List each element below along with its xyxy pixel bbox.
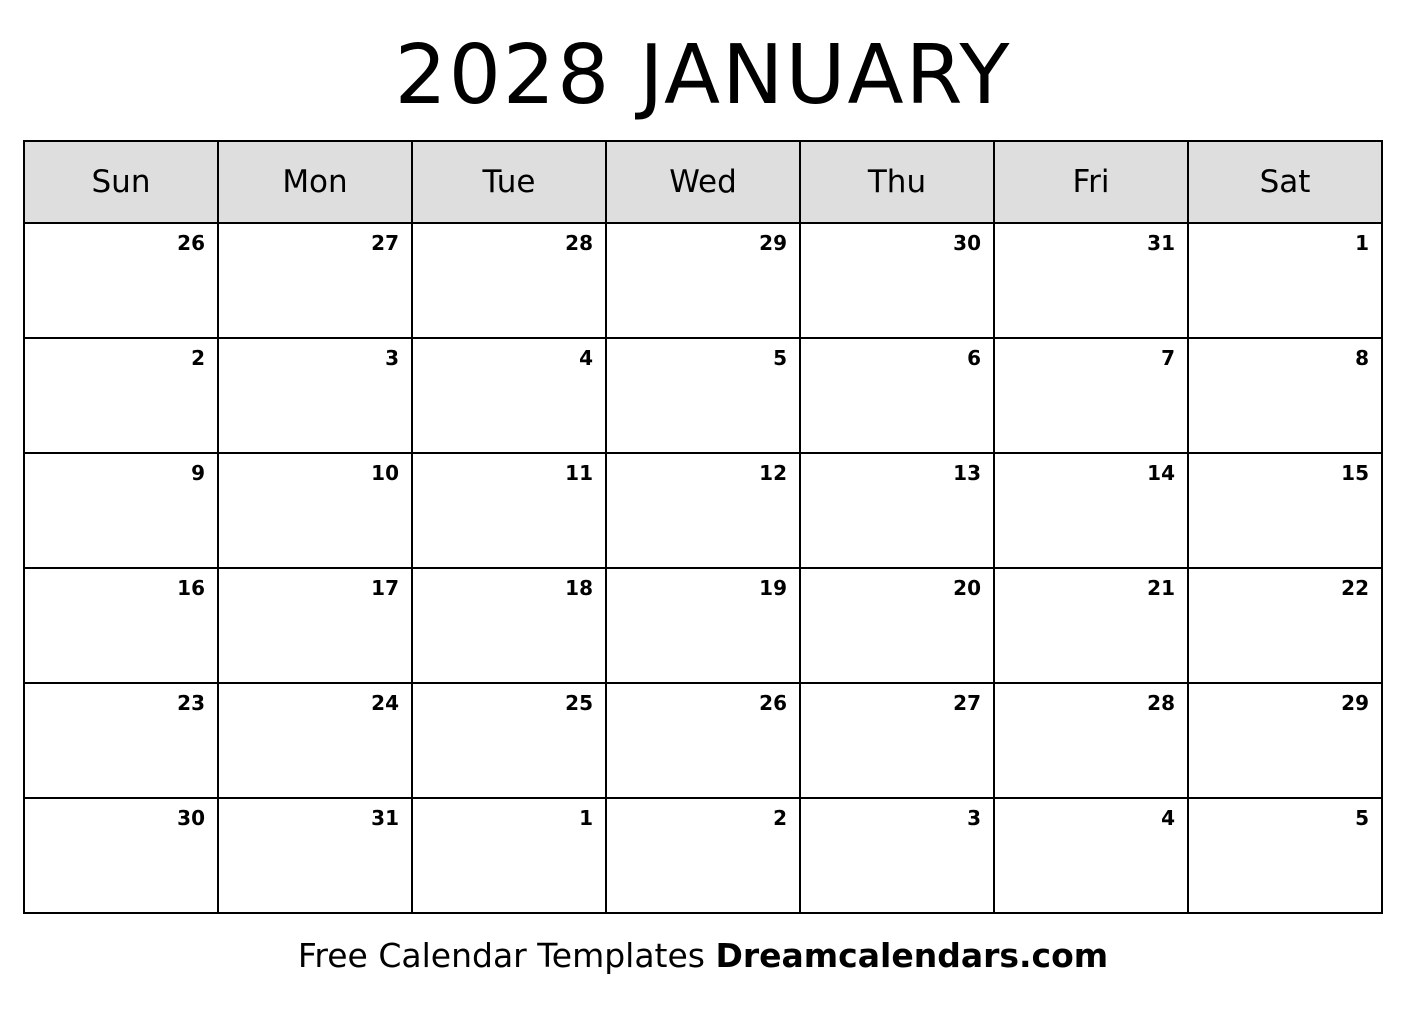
weekday-header-thu: Thu [800, 141, 994, 223]
day-number: 12 [759, 461, 787, 485]
calendar-day-cell[interactable] [1188, 798, 1382, 913]
day-number: 2 [773, 806, 787, 830]
day-number: 25 [565, 691, 593, 715]
calendar-day-cell[interactable] [800, 453, 994, 568]
calendar-day-cell[interactable] [1188, 338, 1382, 453]
calendar-week-row [24, 683, 1382, 798]
day-number: 6 [967, 346, 981, 370]
day-number: 28 [565, 231, 593, 255]
day-number: 29 [1341, 691, 1369, 715]
page-title: 2028 JANUARY [394, 28, 1012, 123]
calendar-day-cell[interactable] [606, 453, 800, 568]
calendar-week-row [24, 223, 1382, 338]
day-number: 21 [1147, 576, 1175, 600]
day-number: 30 [953, 231, 981, 255]
day-number: 18 [565, 576, 593, 600]
calendar-day-cell[interactable] [412, 338, 606, 453]
day-number: 31 [1147, 231, 1175, 255]
footer [0, 936, 1406, 975]
calendar-day-cell[interactable] [1188, 223, 1382, 338]
calendar-day-cell[interactable] [994, 568, 1188, 683]
day-number: 20 [953, 576, 981, 600]
weekday-header-mon: Mon [218, 141, 412, 223]
calendar-day-cell[interactable] [412, 798, 606, 913]
calendar-day-cell[interactable] [994, 338, 1188, 453]
weekday-header-fri: Fri [994, 141, 1188, 223]
calendar-day-cell[interactable] [412, 683, 606, 798]
calendar-day-cell[interactable] [606, 683, 800, 798]
day-number: 26 [759, 691, 787, 715]
calendar-week-row [24, 568, 1382, 683]
footer-free-text: Free Calendar Templates [297, 936, 716, 975]
calendar-day-cell[interactable] [994, 223, 1188, 338]
day-number: 5 [773, 346, 787, 370]
weekday-header-tue: Tue [412, 141, 606, 223]
day-number: 5 [1355, 806, 1369, 830]
calendar-day-cell[interactable] [1188, 568, 1382, 683]
day-number: 16 [177, 576, 205, 600]
day-number: 2 [191, 346, 205, 370]
day-number: 4 [579, 346, 593, 370]
calendar-day-cell[interactable] [606, 798, 800, 913]
calendar-day-cell[interactable] [24, 223, 218, 338]
calendar-week-row [24, 798, 1382, 913]
calendar-day-cell[interactable] [24, 568, 218, 683]
day-number: 26 [177, 231, 205, 255]
calendar-day-cell[interactable] [24, 683, 218, 798]
day-number: 8 [1355, 346, 1369, 370]
weekday-header-wed: Wed [606, 141, 800, 223]
day-number: 1 [579, 806, 593, 830]
day-number: 13 [953, 461, 981, 485]
day-number: 31 [371, 806, 399, 830]
calendar-day-cell[interactable] [606, 568, 800, 683]
day-number: 23 [177, 691, 205, 715]
day-number: 28 [1147, 691, 1175, 715]
calendar-day-cell[interactable] [24, 798, 218, 913]
calendar-day-cell[interactable] [800, 683, 994, 798]
day-number: 14 [1147, 461, 1175, 485]
calendar-day-cell[interactable] [1188, 683, 1382, 798]
weekday-header-sat: Sat [1188, 141, 1382, 223]
day-number: 3 [967, 806, 981, 830]
day-number: 15 [1341, 461, 1369, 485]
calendar-day-cell[interactable] [994, 683, 1188, 798]
calendar-day-cell[interactable] [994, 453, 1188, 568]
day-number: 22 [1341, 576, 1369, 600]
day-number: 27 [953, 691, 981, 715]
day-number: 9 [191, 461, 205, 485]
day-number: 24 [371, 691, 399, 715]
weekday-header-sun: Sun [24, 141, 218, 223]
calendar-grid [23, 140, 1383, 914]
calendar-day-cell[interactable] [800, 798, 994, 913]
day-number: 27 [371, 231, 399, 255]
day-number: 7 [1161, 346, 1175, 370]
calendar-week-row [24, 338, 1382, 453]
calendar-day-cell[interactable] [800, 568, 994, 683]
calendar-day-cell[interactable] [218, 338, 412, 453]
calendar-day-cell[interactable] [218, 453, 412, 568]
calendar-day-cell[interactable] [218, 568, 412, 683]
calendar-day-cell[interactable] [606, 223, 800, 338]
day-number: 1 [1355, 231, 1369, 255]
day-number: 17 [371, 576, 399, 600]
calendar-day-cell[interactable] [218, 223, 412, 338]
day-number: 10 [371, 461, 399, 485]
day-number: 30 [177, 806, 205, 830]
day-number: 29 [759, 231, 787, 255]
day-number: 4 [1161, 806, 1175, 830]
calendar-day-cell[interactable] [218, 683, 412, 798]
calendar-day-cell[interactable] [412, 223, 606, 338]
calendar-day-cell[interactable] [24, 453, 218, 568]
day-number: 11 [565, 461, 593, 485]
calendar-day-cell[interactable] [606, 338, 800, 453]
footer-brand-link[interactable]: Dreamcalendars.com [715, 936, 1109, 975]
calendar-day-cell[interactable] [1188, 453, 1382, 568]
calendar-week-row [24, 453, 1382, 568]
calendar-day-cell[interactable] [800, 223, 994, 338]
day-number: 3 [385, 346, 399, 370]
calendar-day-cell[interactable] [218, 798, 412, 913]
calendar-day-cell[interactable] [24, 338, 218, 453]
calendar-day-cell[interactable] [412, 568, 606, 683]
calendar-day-cell[interactable] [800, 338, 994, 453]
calendar-day-cell[interactable] [994, 798, 1188, 913]
weekday-header-row [24, 141, 1382, 223]
calendar-day-cell[interactable] [412, 453, 606, 568]
day-number: 19 [759, 576, 787, 600]
